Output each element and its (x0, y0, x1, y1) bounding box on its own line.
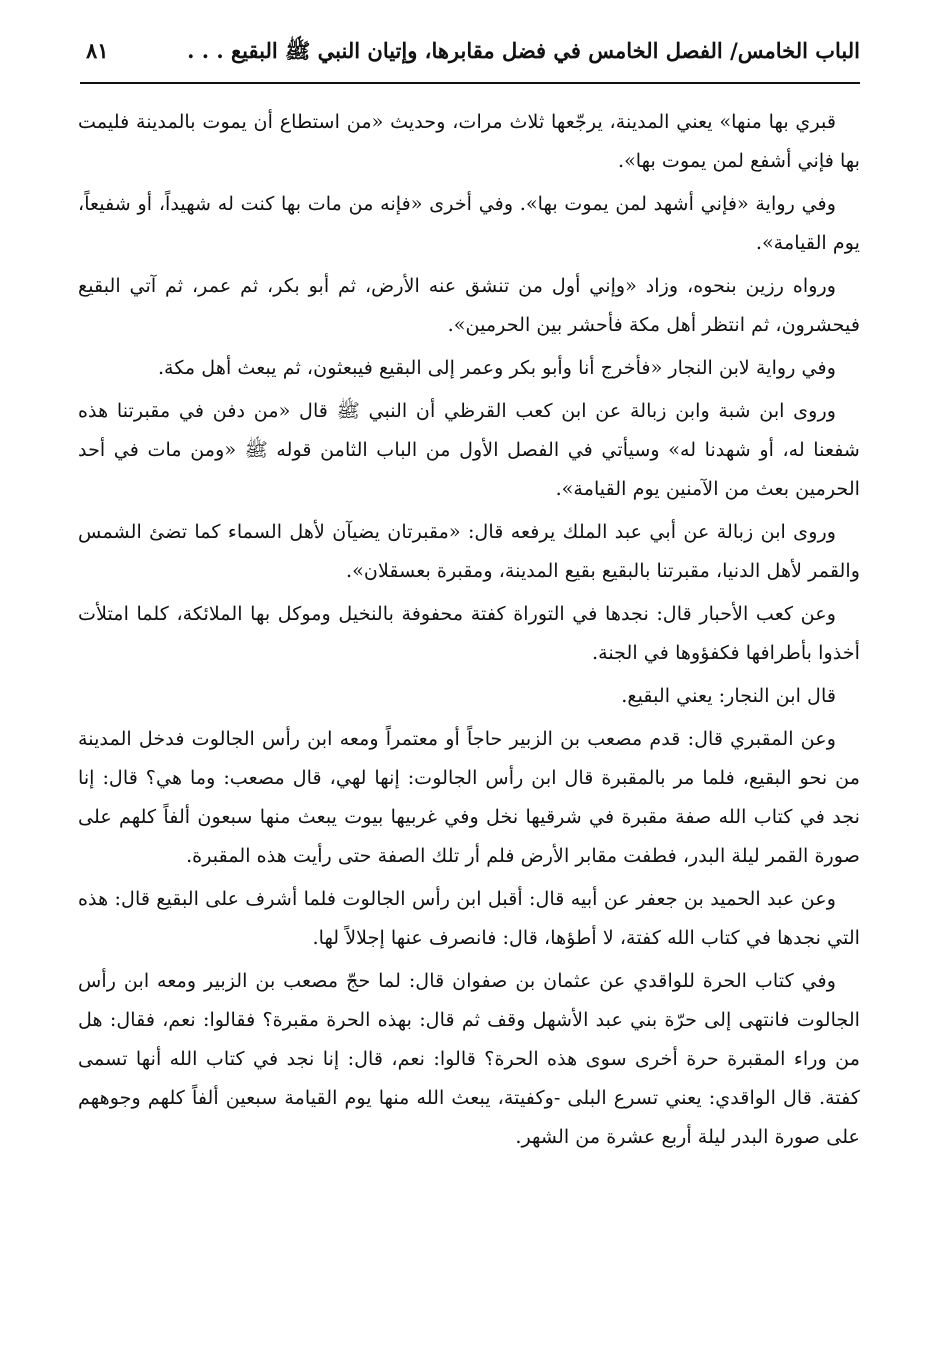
paragraph-2: وفي رواية «فإني أشهد لمن يموت بها». وفي أخرى «فإنه من مات بها كنت له شهيداً، أو شفيعاً، يوم القيامة». (78, 192, 860, 254)
page-body (78, 102, 860, 1160)
paragraph-1: قبري بها منها» يعني المدينة، يرجّعها ثلاث مرات، وحديث «من استطاع أن يموت بالمدينة فليمت بها فإني أشفع لمن يموت بها». (78, 110, 860, 172)
paragraph-8: قال ابن النجار: يعني البقيع. (621, 684, 836, 707)
paragraph-11: وفي كتاب الحرة للواقدي عن عثمان بن صفوان قال: لما حجّ مصعب بن الزبير ومعه ابن رأس الجالوت فانتهى إلى حرّة بني عبد الأشهل وقف ثم قال: بهذه الحرة مقبرة؟ فقالوا: نعم، فقال: هل من وراء المقبرة حرة أخرى سوى هذه الحرة؟ قالوا: نعم، قال: إنا نجد في كتاب الله أنها تسمى كفتة. قال الواقدي: يعني تسرع البلى -وكفيتة، يبعث الله منها يوم القيامة سبعين ألفاً كلهم وجوههم على صورة البدر ليلة أربع عشرة من الشهر. (78, 969, 860, 1148)
paragraph-5: وروى ابن شبة وابن زبالة عن ابن كعب القرظي أن النبي ﷺ قال «من دفن في مقبرتنا هذه شفعنا له، أو شهدنا له» وسيأتي في الفصل الأول من الباب الثامن قوله ﷺ «ومن مات في أحد الحرمين بعث من الآمنين يوم القيامة». (78, 399, 860, 500)
paragraph-10: وعن عبد الحميد بن جعفر عن أبيه قال: أقبل ابن رأس الجالوت فلما أشرف على البقيع قال: هذه التي نجدها في كتاب الله كفتة، لا أطؤها، قال: فانصرف عنها إجلالاً لها. (78, 887, 860, 949)
page-number: ٨١ (86, 38, 109, 63)
paragraph-9: وعن المقبري قال: قدم مصعب بن الزبير حاجاً أو معتمراً ومعه ابن رأس الجالوت فدخل المدينة من نحو البقيع، فلما مر بالمقبرة قال ابن رأس الجالوت: إنها لهي، قال مصعب: وما هي؟ قال: إنا نجد في كتاب الله صفة مقبرة في شرقيها نخل وفي غربيها بيوت يبعث منها سبعون ألفاً كلهم على صورة القمر ليلة البدر، فطفت مقابر الأرض فلم أر تلك الصفة حتى رأيت هذه المقبرة. (78, 727, 860, 867)
running-title: الباب الخامس/ الفصل الخامس في فضل مقابرها، وإتيان النبي ﷺ البقيع . . . (187, 38, 860, 63)
paragraph-6: وروى ابن زبالة عن أبي عبد الملك يرفعه قال: «مقبرتان يضيآن لأهل السماء كما تضئ الشمس والقمر لأهل الدنيا، مقبرتنا بالبقيع بقيع المدينة، ومقبرة بعسقلان». (78, 520, 860, 582)
page-header (80, 34, 860, 84)
paragraph-4: وفي رواية لابن النجار «فأخرج أنا وأبو بكر وعمر إلى البقيع فيبعثون، ثم يبعث أهل مكة. (157, 356, 836, 379)
paragraph-7: وعن كعب الأحبار قال: نجدها في التوراة كفتة محفوفة بالنخيل وموكل بها الملائكة، كلما امتلأت أخذوا بأطرافها فكفؤوها في الجنة. (78, 602, 860, 664)
paragraph-3: ورواه رزين بنحوه، وزاد «وإني أول من تنشق عنه الأرض، ثم أبو بكر، ثم عمر، ثم آتي البقيع فيحشرون، ثم انتظر أهل مكة فأحشر بين الحرمين». (78, 274, 860, 336)
